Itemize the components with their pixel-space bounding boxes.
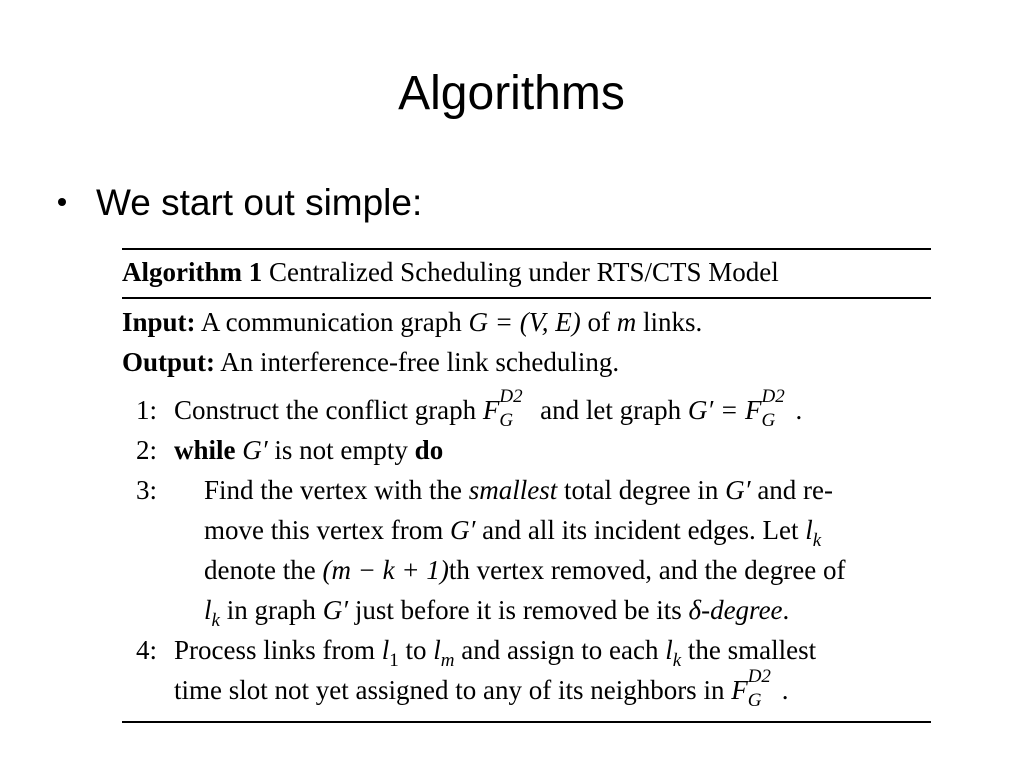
step1-sub-2: G [761,410,776,431]
step3-line-3 [204,550,845,590]
step3-l4-e: just before it is removed be its [348,595,689,625]
step4-sup: D2 [747,666,771,687]
step3-line-2 [204,510,821,550]
output-line [122,342,619,382]
step3-l2-l: l [805,515,813,545]
keyword-while: while [174,435,236,465]
step3-l4-end: . [782,595,790,625]
algorithm-step-3 [122,470,931,630]
step4-l1-g: and assign to each [454,635,666,665]
slide-title: Algorithms [398,67,625,120]
input-line [122,302,702,342]
step-number: 3: [136,475,158,505]
step4-supsub [747,666,782,711]
step1-supsub [499,386,533,431]
step3-l4-delta-degree: δ-degree [688,595,783,625]
top-rule [122,248,931,250]
step3-l1-e: and re- [750,475,834,505]
input-m-math: m [616,307,637,337]
step3-l1-Gp: G′ [725,475,751,505]
step3-l4-l: l [204,595,212,625]
bottom-rule [122,721,931,723]
algorithm-step-1 [122,386,931,431]
bullet-dot-icon [58,198,66,206]
step1-text-end: . [795,395,803,425]
algorithm-label: Algorithm 1 [122,257,263,287]
step2-Gp-math: G′ [242,435,268,465]
step-number: 1: [136,395,158,425]
step3-l1-c: total degree in [557,475,726,505]
step-number: 4: [136,635,158,665]
step-text [174,386,803,431]
step3-line-1 [204,470,833,510]
input-label: Input: [122,307,196,337]
input-text-mid: of [580,307,617,337]
step2-text: is not empty [267,435,415,465]
step-text [174,430,443,470]
step3-l2-Gp: G′ [449,515,476,545]
step3-l2-a: move this vertex from [204,515,450,545]
step3-l2-c: and all its incident edges. Let [475,515,806,545]
step-number: 2: [136,435,158,465]
step1-text-a: Construct the conflict graph [174,395,483,425]
input-text-end: links. [636,307,703,337]
output-text: An interference-free link scheduling. [220,347,620,377]
step4-l1-l: l [381,635,390,665]
algorithm-step-2 [122,430,931,470]
step1-sub: G [499,410,514,431]
step4-line-1 [174,630,816,670]
step4-l1-j: the smallest [681,635,817,665]
step3-l4-c: in graph [219,595,323,625]
step4-l1-subk: k [672,650,682,671]
step4-l2-a: time slot not yet assigned to any of its neighbors in [174,675,732,705]
step4-l1-a: Process links from [174,635,382,665]
algorithm-step-4 [122,630,931,710]
step1-Gp-math: G′ = F [687,395,762,425]
step3-line-4 [204,590,789,630]
step4-l1-sub1: 1 [389,650,399,671]
step4-l1-l2: l [433,635,441,665]
bullet-text: We start out simple: [96,182,423,223]
step3-l3-math: (m − k + 1) [322,555,449,585]
step1-supsub-2 [761,386,796,431]
input-text: A communication graph [200,307,469,337]
step1-sup: D2 [499,386,523,407]
algorithm-caption-text: Centralized Scheduling under RTS/CTS Model [268,257,779,287]
step4-l1-to: to [398,635,434,665]
step4-l2-F: F [731,675,748,705]
step4-l1-l3: l [665,635,673,665]
step4-sub: G [747,690,762,711]
step3-l3-c: th vertex removed, and the degree of [448,555,846,585]
step4-l1-subm: m [440,650,455,671]
step3-l2-k: k [812,530,822,551]
keyword-do: do [414,435,444,465]
step1-sup-2: D2 [761,386,785,407]
step3-l1-smallest: smallest [468,475,558,505]
step3-l3-a: denote the [204,555,323,585]
step4-l2-end: . [781,675,789,705]
step1-F-math: F [482,395,500,425]
caption-rule [122,297,931,299]
step3-l4-k: k [211,610,220,631]
input-graph-math: G = (V, E) [468,307,581,337]
step3-l1-a: Find the vertex with the [204,475,469,505]
step3-l4-Gp: G′ [322,595,349,625]
step4-line-2 [174,666,789,711]
output-label: Output: [122,347,216,377]
step1-text-b: and let graph [533,395,688,425]
algorithm-caption [122,252,779,292]
